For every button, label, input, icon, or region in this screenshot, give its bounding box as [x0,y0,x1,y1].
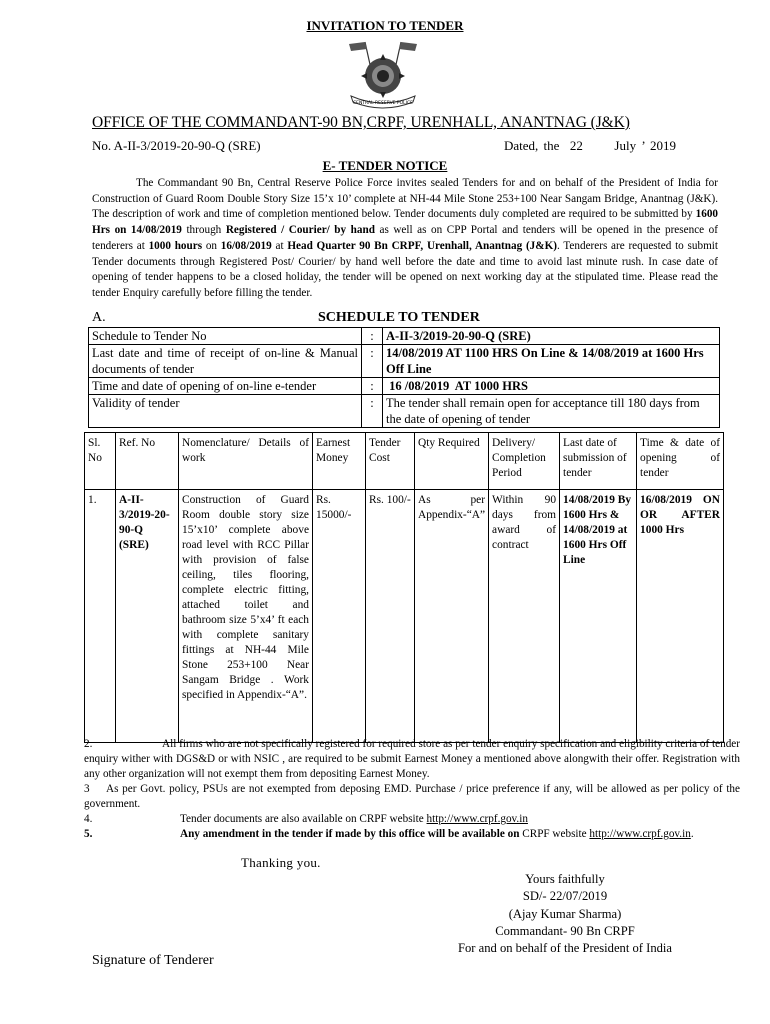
crpf-emblem-icon [343,38,423,110]
signature-line: Yours faithfully [525,872,605,886]
schedule-separator: : [362,378,383,395]
col-header-sl: Sl. No [85,433,116,490]
crpf-website-link[interactable]: http://www.crpf.gov.in [589,828,691,840]
schedule-label: Validity of tender [89,395,362,428]
intro-paragraph: The Commandant 90 Bn, Central Reserve Police Force invites sealed Tenders for and on behalf of the President of India for Construction of Guard Room Double Story Size 15’x 10’ complete at NH-44 Mile Stone 253+100 Near Sangam Bridge, Anantnag (J&K). The description of work and time of completion mentioned below. Tender documents duly completed are required to be submitted by 1600 Hrs on 14/08/2019 through Registered / Courier/ by hand as well as on CPP Portal and tenders will be opened in the presence of tenderers at 1000 hours on 16/08/2019 at Head Quarter 90 Bn CRPF, Urenhall, Anantnag (J&K). Tenderers are requested to submit Tender documents through Registered Post/ Courier/ by hand well before the date and time to avoid last minute rush. In case date of opening of tender happens to be a closed holiday, the tender will be opened on next working day at the stipulated time. Please read the tender Enquiry carefully before filling the tender. [92,177,718,299]
col-header-ref: Ref. No [116,433,179,490]
signature-line: For and on behalf of the President of India [457,941,673,956]
note-item: 4. Tender documents are also available on CRPF website http://www.crpf.gov.in [84,813,528,825]
schedule-label: Schedule to Tender No [89,328,362,345]
col-header-delivery: Delivery/ Completion Period [489,433,560,490]
document-title: INVITATION TO TENDER [306,18,464,33]
schedule-label: Time and date of opening of on-line e-tender [89,378,362,395]
office-heading: OFFICE OF THE COMMANDANT-90 BN,CRPF, URENHALL, ANANTNAG (J&K) [92,114,630,131]
table-row [85,490,724,743]
col-header-emd: Earnest Money [313,433,366,490]
cell-ref: A-II-3/2019-20-90-Q (SRE) [116,490,179,743]
schedule-row [89,395,720,428]
notice-title: E- TENDER NOTICE [322,158,448,173]
cell-last-date: 14/08/2019 By 1600 Hrs & 14/08/2019 at 1600 Hrs Off Line [560,490,637,743]
cell-delivery: Within 90 days from award of contract [489,490,560,743]
col-header-opening: Time & date of opening of tender [637,433,724,490]
date-line: Dated, the 22 July ’ 2019 [504,138,676,153]
col-header-cost: Tender Cost [366,433,415,490]
schedule-separator: : [362,328,383,345]
schedule-title: SCHEDULE TO TENDER [318,310,480,325]
cell-work: Construction of Guard Room double story size 15’x10’ complete above road level with RCC Pillar with provision of false ceiling, tiles flooring, complete electric fitting, attached toilet and bathroom size 5’x4’ ft each with complete sanitary fittings at NH-44 Mile Stone 253+100 Near Sangam Bridge . Work specified in Appendix-“A”. [179,490,313,743]
section-label: A. [92,310,106,325]
signature-block [445,871,685,957]
note-item: 3 As per Govt. policy, PSUs are not exempted from deposing EMD. Purchase / price preference if any, will be allowed as per policy of the government. [84,783,740,810]
signature-line: SD/- 22/07/2019 [522,889,608,904]
schedule-row [89,378,720,395]
signature-line: (Ajay Kumar Sharma) [508,906,622,921]
schedule-value: 16 /08/2019 AT 1000 HRS [383,378,720,395]
schedule-row [89,328,720,345]
cell-emd: Rs. 15000/- [313,490,366,743]
crpf-website-link[interactable]: http://www.crpf.gov.in [426,813,528,825]
schedule-label: Last date and time of receipt of on-line & Manual documents of tender [89,345,362,378]
cell-cost: Rs. 100/- [366,490,415,743]
reference-number: No. A-II-3/2019-20-90-Q (SRE) [92,138,261,153]
cell-sl: 1. [85,490,116,743]
tenderer-signature-label: Signature of Tenderer [92,953,214,968]
thanking-line: Thanking you. [241,855,321,870]
cell-opening: 16/08/2019 ON OR AFTER 1000 Hrs [637,490,724,743]
schedule-separator: : [362,345,383,378]
cell-qty: As per Appendix-“A” [415,490,489,743]
col-header-work: Nomenclature/ Details of work [179,433,313,490]
schedule-row [89,345,720,378]
table-header-row [85,433,724,490]
schedule-value: 14/08/2019 AT 1100 HRS On Line & 14/08/2019 at 1600 Hrs Off Line [383,345,720,378]
col-header-qty: Qty Required [415,433,489,490]
note-item: 5. Any amendment in the tender if made by this office will be available on CRPF website http://www.crpf.gov.in. [84,828,694,840]
schedule-value: The tender shall remain open for acceptance till 180 days from the date of opening of tender [383,395,720,428]
notes-section [84,737,740,842]
tender-table [84,432,724,743]
signature-line: Commandant- 90 Bn CRPF [495,923,635,938]
note-item: 2. All firms who are not specifically registered for required store as per tender enquiry specification and eligibility criteria of tender enquiry wither with DGS&D or with NSIC , are required to be submit Earnest Money a mentioned above alongwith their offer. Registration with any other organization will not exempt them from depositing Earnest Money. [84,738,740,780]
schedule-table [88,327,720,428]
emblem-ribbon-text: CENTRAL RESERVE POLICE [352,101,414,106]
schedule-value: A-II-3/2019-20-90-Q (SRE) [383,328,720,345]
schedule-separator: : [362,395,383,428]
col-header-last-date: Last date of submission of tender [560,433,637,490]
